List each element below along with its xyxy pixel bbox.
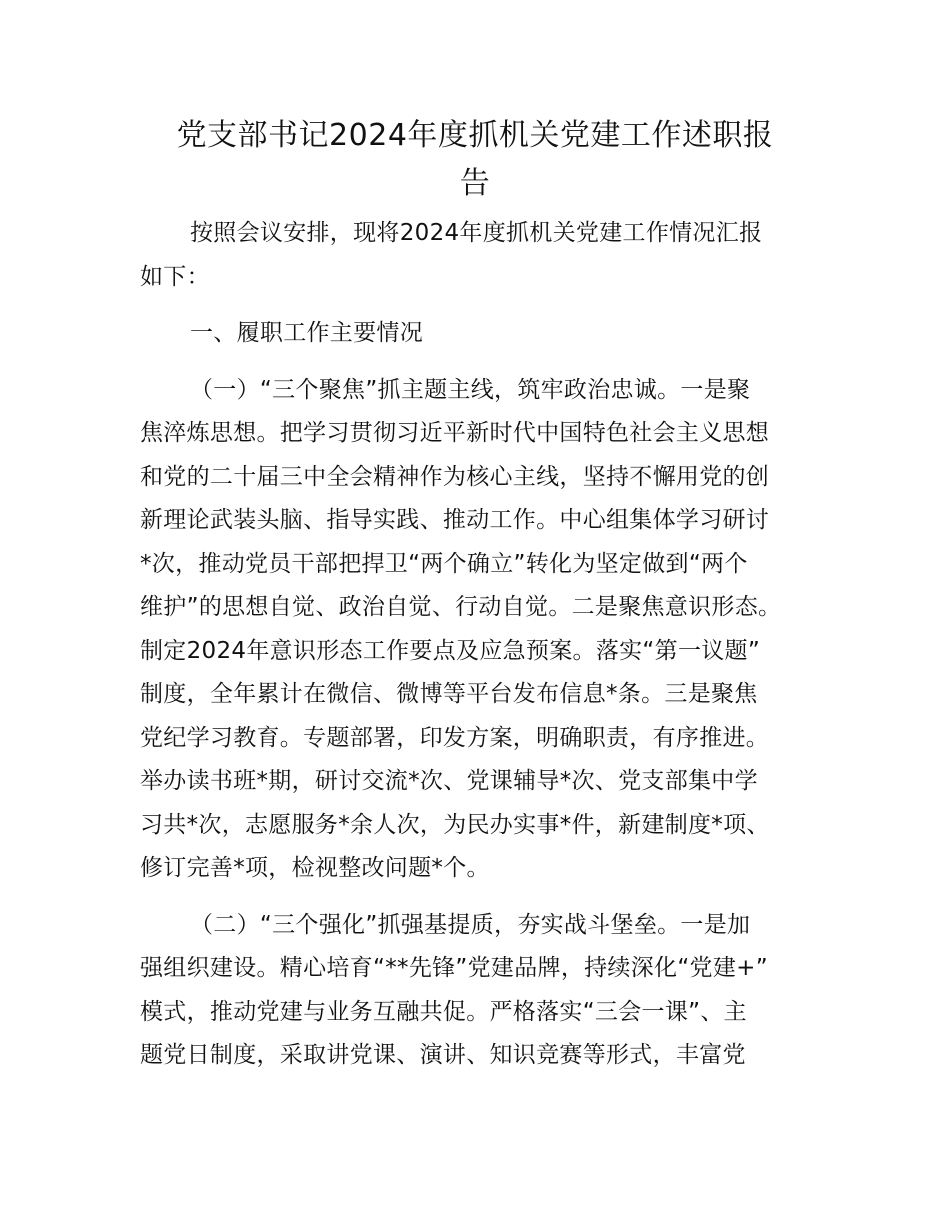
paragraph-1-line-10: 举办读书班*期，研讨交流*次、党课辅导*次、党支部集中学 bbox=[140, 768, 758, 794]
paragraph-1-line-5: *次，推动党员干部把捍卫“两个确立”转化为坚定做到“两个 bbox=[140, 550, 748, 577]
intro-line-2: 如下： bbox=[140, 263, 210, 290]
title-line-2: 告 bbox=[459, 166, 491, 201]
document-title bbox=[130, 112, 820, 208]
section-heading: 一、履职工作主要情况 bbox=[190, 320, 423, 346]
paragraph-1-line-12: 修订完善*项，检视整改问题*个。 bbox=[140, 855, 490, 881]
paragraph-1-line-9: 党纪学习教育。专题部署，印发方案，明确职责，有序推进。 bbox=[140, 724, 770, 751]
paragraph-1-line-2: 焦淬炼思想。把学习贯彻习近平新时代中国特色社会主义思想 bbox=[140, 420, 770, 446]
paragraph-2-line-2: 强组织建设。精心培育“**先锋”党建品牌，持续深化“党建+” bbox=[140, 955, 768, 981]
paragraph-2-line-3: 模式，推动党建与业务互融共促。严格落实“三会一课”、主 bbox=[140, 998, 747, 1025]
paragraph-1-line-6: 维护”的思想自觉、政治自觉、行动自觉。二是聚焦意识形态。 bbox=[140, 594, 782, 620]
paragraph-1-line-1: （一）“三个聚焦”抓主题主线，筑牢政治忠诚。一是聚 bbox=[190, 376, 751, 403]
paragraph-2-line-1: （二）“三个强化”抓强基提质，夯实战斗堡垒。一是加 bbox=[190, 911, 751, 938]
paragraph-1-line-8: 制度，全年累计在微信、微博等平台发布信息*条。三是聚焦 bbox=[140, 681, 758, 707]
document-body bbox=[140, 212, 830, 1078]
paragraph-1-line-11: 习共*次，志愿服务*余人次，为民办实事*件，新建制度*项、 bbox=[140, 811, 770, 838]
paragraph-1-line-3: 和党的二十届三中全会精神作为核心主线，坚持不懈用党的创 bbox=[140, 463, 770, 490]
paragraph-1-line-7: 制定2024年意识形态工作要点及应急预案。落实“第一议题” bbox=[140, 637, 761, 664]
paragraph-2-line-4: 题党日制度，采取讲党课、演讲、知识竞赛等形式，丰富党 bbox=[140, 1042, 746, 1068]
intro-line-1: 按照会议安排，现将2024年度抓机关党建工作情况汇报 bbox=[190, 220, 763, 246]
title-line-1: 党支部书记2024年度抓机关党建工作述职报 bbox=[176, 118, 774, 153]
paragraph-1-line-4: 新理论武装头脑、指导实践、推动工作。中心组集体学习研讨 bbox=[140, 507, 770, 533]
